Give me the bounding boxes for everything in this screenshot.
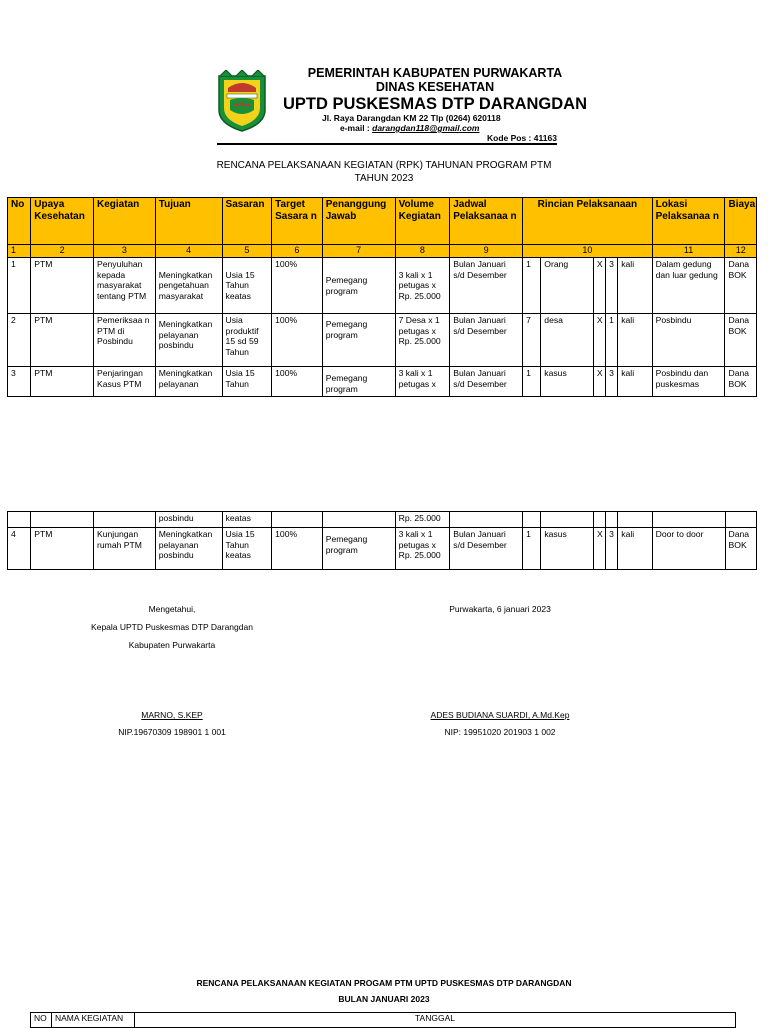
cell-biaya: Dana BOK [725,528,756,570]
sig-right-name: ADES BUDIANA SUARDI, A.Md.Kep [430,710,570,720]
cell-tujuan: posbindu [155,512,222,528]
table-row [8,528,757,570]
letterhead-divider [217,143,557,145]
cell-penanggung-jawab: Pemegang program [322,258,395,314]
cell-target: 100% [272,367,323,397]
col-header-lokasi: Lokasi Pelaksanaa n [652,198,725,245]
cell-penanggung-jawab: Pemegang program [322,314,395,367]
schedule-table [30,1012,736,1028]
letterhead-institution: UPTD PUSKESMAS DTP DARANGDAN [282,95,588,113]
col-number: 3 [94,245,156,258]
cell-sasaran: keatas [222,512,272,528]
col-number: 7 [322,245,395,258]
column-number-row [8,245,757,258]
sig-left-nip: NIP.19670309 198901 1 001 [118,727,226,737]
cell-sasaran: Usia 15 Tahun keatas [222,528,272,570]
cell-sasaran: Usia produktif 15 sd 59 Tahun [222,314,272,367]
cell-no: 1 [8,258,31,314]
cell-rincian-qty: 1 [523,528,541,570]
cell-rincian-unit: desa [541,314,594,367]
col-header-kegiatan: Kegiatan [94,198,156,245]
cell-volume: 3 kali x 1 petugas x Rp. 25.000 [395,528,450,570]
cell-tujuan: Meningkatkan pelayanan posbindu [155,528,222,570]
cell-upaya: PTM [31,258,94,314]
col-header-volume: Volume Kegiatan [395,198,450,245]
cell-rincian-kali: kali [618,367,652,397]
sig-left-region: Kabupaten Purwakarta [128,640,216,650]
cell-target: 100% [272,314,323,367]
col-number: 11 [652,245,725,258]
col-header-biaya: Biaya [725,198,757,245]
cell-rincian-unit: Orang [541,258,594,314]
cell-volume: 3 kali x 1 petugas x [395,367,450,397]
col-number: 9 [450,245,523,258]
cell-kegiatan: Penyuluhan kepada masyarakat tentang PTM [94,258,156,314]
cell-rincian-freq: 3 [606,367,618,397]
schedule-col-tanggal: TANGGAL [135,1013,736,1028]
cell-sasaran: Usia 15 Tahun [222,367,272,397]
cell-rincian-kali: kali [618,528,652,570]
cell-volume: 7 Desa x 1 petugas x Rp. 25.000 [395,314,450,367]
email-link[interactable]: darangdan118@gmail.com [372,123,480,133]
cell-rincian-kali: kali [618,314,652,367]
col-number: 10 [523,245,653,258]
col-number: 4 [155,245,222,258]
cell-sasaran: Usia 15 Tahun keatas [222,258,272,314]
cell-biaya: Dana BOK [725,314,757,367]
cell-jadwal: Bulan Januari s/d Desember [450,258,523,314]
cell-rincian-qty: 1 [523,367,541,397]
cell-rincian-x: X [593,367,605,397]
schedule-col-nama: NAMA KEGIATAN [52,1013,135,1028]
cell-biaya: Dana BOK [725,258,757,314]
cell-tujuan: Meningkatkan pelayanan [155,367,222,397]
col-header-sasaran: Sasaran [222,198,272,245]
cell-penanggung-jawab: Pemegang program [322,528,395,570]
cell-jadwal: Bulan Januari s/d Desember [450,367,523,397]
cell-upaya: PTM [31,528,94,570]
cell-rincian-unit: kasus [541,367,594,397]
cell-lokasi: Door to door [652,528,725,570]
table-row [8,314,757,367]
cell-lokasi: Posbindu [652,314,725,367]
cell-rincian-freq: 3 [606,258,618,314]
col-number: 5 [222,245,272,258]
table-row [8,367,757,397]
cell-lokasi: Dalam gedung dan luar gedung [652,258,725,314]
letterhead-email-line [340,123,479,133]
letterhead-department: DINAS KESEHATAN [375,80,495,94]
cell-target: 100% [272,528,323,570]
col-header-tujuan: Tujuan [155,198,222,245]
cell-no: 3 [8,367,31,397]
cell-rincian-x: X [593,528,605,570]
col-header-jadwal: Jadwal Pelaksanaa n [450,198,523,245]
cell-penanggung-jawab: Pemegang program [322,367,395,397]
bottom-subtitle: BULAN JANUARI 2023 [338,994,430,1004]
cell-kegiatan: Pemeriksaa n PTM di Posbindu [94,314,156,367]
letterhead-government: PEMERINTAH KABUPATEN PURWAKARTA [307,66,563,80]
col-number: 2 [31,245,94,258]
sig-right-date: Purwakarta, 6 januari 2023 [449,604,551,614]
cell-lokasi: Posbindu dan puskesmas [652,367,725,397]
col-number: 12 [725,245,757,258]
cell-rincian-x: X [593,314,605,367]
cell-rincian-freq: 3 [606,528,618,570]
document-year: TAHUN 2023 [354,173,414,184]
cell-volume: 3 kali x 1 petugas x Rp. 25.000 [395,258,450,314]
sig-left-name: MARNO, S.KEP [141,710,203,720]
cell-rincian-unit: kasus [541,528,594,570]
col-number: 1 [8,245,31,258]
cell-volume: Rp. 25.000 [395,512,450,528]
cell-target: 100% [272,258,323,314]
rpk-table-continued [7,511,757,570]
cell-upaya: PTM [31,314,94,367]
cell-rincian-kali: kali [618,258,652,314]
col-header-rincian: Rincian Pelaksanaan [523,198,653,245]
cell-tujuan: Meningkatkan pengetahuan masyarakat [155,258,222,314]
col-header-no: No [8,198,31,245]
email-label: e-mail : [340,123,373,133]
cell-rincian-qty: 1 [523,258,541,314]
col-header-upaya: Upaya Kesehatan [31,198,94,245]
cell-no: 2 [8,314,31,367]
sig-left-position: Kepala UPTD Puskesmas DTP Darangdan [91,622,253,632]
cell-jadwal: Bulan Januari s/d Desember [450,314,523,367]
cell-tujuan: Meningkatkan pelayanan posbindu [155,314,222,367]
col-header-penanggung-jawab: Penanggung Jawab [322,198,395,245]
cell-rincian-freq: 1 [606,314,618,367]
letterhead-postal-code: Kode Pos : 41163 [487,133,557,143]
cell-rincian-x: X [593,258,605,314]
cell-upaya: PTM [31,367,94,397]
cell-jadwal: Bulan Januari s/d Desember [450,528,523,570]
cell-kegiatan: Kunjungan rumah PTM [94,528,156,570]
document-title: RENCANA PELAKSANAAN KEGIATAN (RPK) TAHUNAN PROGRAM PTM [216,160,552,171]
letterhead [270,66,600,114]
cell-kegiatan: Penjaringan Kasus PTM [94,367,156,397]
letterhead-address: Jl. Raya Darangdan KM 22 Tlp (0264) 620118 [322,113,501,123]
rpk-table [7,197,757,397]
sig-right-nip: NIP: 19951020 201903 1 002 [444,727,556,737]
table-row-continued [8,512,757,528]
bottom-title: RENCANA PELAKSANAAN KEGIATAN PROGAM PTM UPTD PUSKESMAS DTP DARANGDAN [196,978,572,988]
col-number: 6 [272,245,323,258]
cell-biaya: Dana BOK [725,367,757,397]
kabupaten-emblem-logo [216,70,268,132]
schedule-header-row [31,1013,736,1028]
col-number: 8 [395,245,450,258]
cell-no: 4 [8,528,31,570]
sig-left-acknowledge: Mengetahui, [148,604,196,614]
cell-rincian-qty: 7 [523,314,541,367]
table-row [8,258,757,314]
schedule-col-no: NO [31,1013,52,1028]
table-header-row [8,198,757,245]
col-header-target: Target Sasara n [272,198,323,245]
